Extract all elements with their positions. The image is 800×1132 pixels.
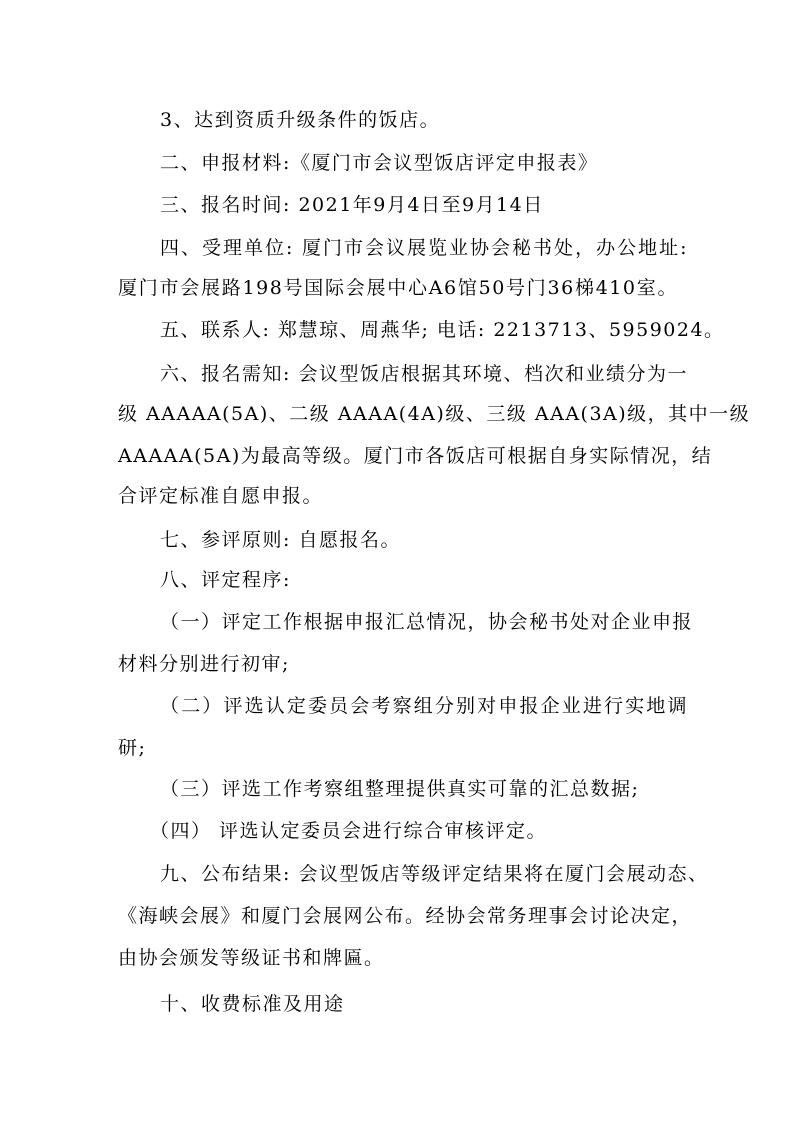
text-line-2: 二、申报材料:《厦门市会议型饭店评定申报表》: [160, 152, 599, 174]
text-line-5: 厦门市会展路198号国际会展中心A6馆50号门36梯410室。: [118, 277, 678, 299]
text-line-9: AAAAA(5A)为最高等级。厦门市各饭店可根据自身实际情况，结: [118, 445, 713, 467]
text-line-17: （三）评选工作考察组整理提供真实可靠的汇总数据;: [160, 778, 640, 800]
text-line-21: 由协会颁发等级证书和牌匾。: [118, 947, 385, 969]
text-line-13: （一）评定工作根据申报汇总情况，协会秘书处对企业申报: [160, 611, 694, 633]
text-line-7: 六、报名需知: 会议型饭店根据其环境、档次和业绩分为一: [160, 363, 688, 385]
text-line-4: 四、受理单位: 厦门市会议展览业协会秘书处，办公地址:: [160, 237, 688, 259]
text-line-12: 八、评定程序:: [160, 569, 291, 591]
text-line-16: 研;: [118, 737, 147, 759]
text-line-10: 合评定标准自愿申报。: [118, 485, 324, 507]
text-line-15: （二）评选认定委员会考察组分别对申报企业进行实地调: [160, 695, 688, 717]
text-line-8: 级 AAAAA(5A)、二级 AAAA(4A)级、三级 AAA(3A)级，其中一级: [118, 403, 751, 425]
text-line-1: 3、达到资质升级条件的饭店。: [160, 109, 441, 131]
text-line-14: 材料分别进行初审;: [118, 653, 290, 675]
text-line-22: 十、收费标准及用途: [160, 993, 345, 1015]
text-line-20: 《海峡会展》和厦门会展网公布。经协会常务理事会讨论决定，: [118, 905, 693, 927]
text-line-3: 三、报名时间: 2021年9月4日至9月14日: [160, 194, 544, 216]
text-line-11: 七、参评原则: 自愿报名。: [160, 529, 401, 551]
text-line-19: 九、公布结果: 会议型饭店等级评定结果将在厦门会展动态、: [160, 863, 709, 885]
text-line-18: （四） 评选认定委员会进行综合审核评定。: [150, 820, 548, 842]
text-line-6: 五、联系人: 郑慧琼、周燕华; 电话: 2213713、5959024。: [160, 319, 725, 341]
